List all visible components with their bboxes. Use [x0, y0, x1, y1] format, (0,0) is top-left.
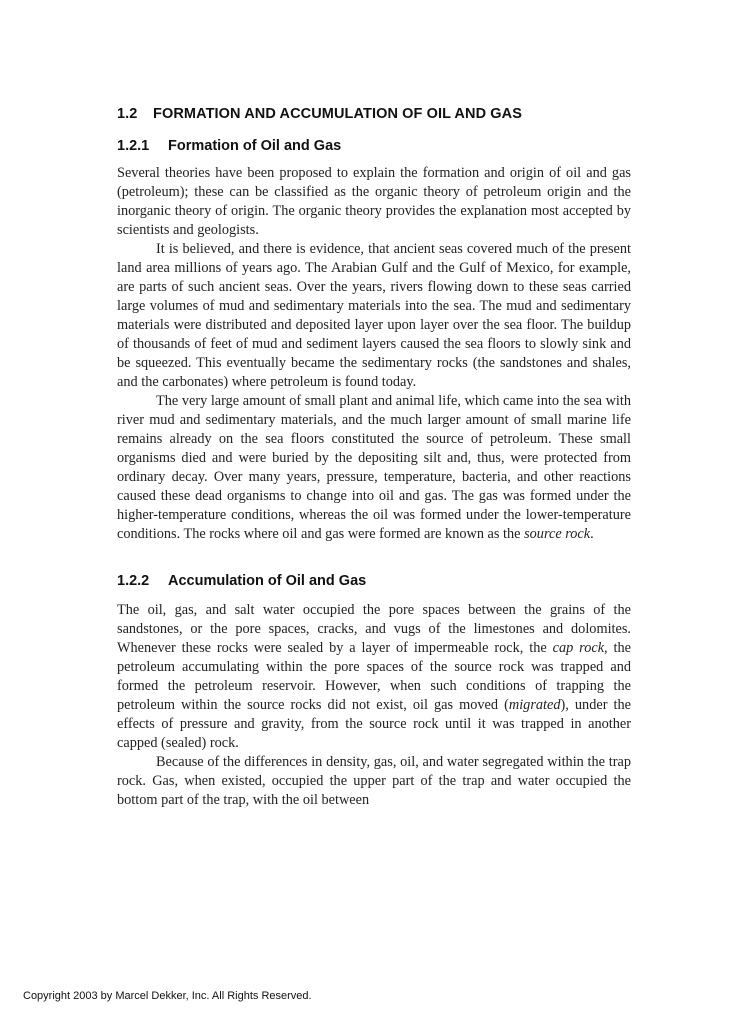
subsection-number: 1.2.2 [117, 573, 150, 589]
accumulation-body [117, 601, 631, 810]
paragraph-text: , the petroleum accumulating within the pore spaces of the source rock was trapped and formed the petroleum reservoir. However, when such conditions of trapping the petroleum within the source rocks did not exist, oil gas moved ( [117, 640, 631, 713]
section-number: 1.2 [117, 106, 138, 122]
paragraph: Because of the differences in density, gas, oil, and water segregated within the trap rock. Gas, when existed, occupied the upper part of the trap and water occupied the bottom part of the trap, with the oil between [117, 754, 631, 808]
emphasized-term: migrated [508, 697, 561, 713]
paragraph [117, 392, 631, 544]
paragraph-text: The very large amount of small plant and animal life, which came into the sea with river mud and sedimentary materials, and the much larger amount of small marine life remains already on the sea floors constituted the source of petroleum. These small organisms died and were buried by the depositing silt and, thus, were protected from ordinary decay. Over many years, pressure, temperature, bacteria, and other reactions caused these dead organisms to change into oil and gas. The gas was formed under the higher-temperature conditions, whereas the oil was formed under the lower-temperature conditions. The rocks where oil and gas were formed are known as the [117, 393, 631, 542]
formation-body [117, 164, 631, 544]
paragraph-text: ), under the effects of pressure and gravity, from the source rock until it was trapped in another capped (sealed) rock. [117, 697, 631, 751]
subsection-number: 1.2.1 [117, 138, 150, 154]
paragraph-text: . [590, 526, 594, 542]
subsection-title: Formation of Oil and Gas [168, 138, 342, 154]
paragraph-text: The oil, gas, and salt water occupied the pore spaces between the grains of the sandstones, or the pore spaces, cracks, and vugs of the limestones and dolomites. Whenever these rocks were sealed by a layer of impermeable rock, the [117, 602, 631, 656]
subsection-title: Accumulation of Oil and Gas [168, 573, 367, 589]
subsection-heading-accumulation [117, 571, 631, 591]
paragraph [117, 601, 631, 753]
copyright-footer: Copyright 2003 by Marcel Dekker, Inc. All Rights Reserved. [23, 990, 312, 1002]
paragraph: It is believed, and there is evidence, that ancient seas covered much of the present land area millions of years ago. The Arabian Gulf and the Gulf of Mexico, for example, are parts of such ancient seas. Over the years, rivers flowing down to these seas carried large volumes of mud and sedimentary materials into the sea. The mud and sedimentary materials were distributed and deposited layer upon layer over the sea floor. The buildup of thousands of feet of mud and sediment layers caused the sea floors to slowly sink and be squeezed. This eventually became the sedimentary rocks (the sandstones and shales, and the carbonates) where petroleum is found today. [117, 241, 631, 390]
paragraph: Several theories have been proposed to explain the formation and origin of oil and gas (petroleum); these can be classified as the organic theory of petroleum origin and the inorganic theory of origin. The organic theory provides the explanation most accepted by scientists and geologists. [117, 165, 631, 238]
page-content [117, 104, 631, 810]
emphasized-term: source rock [524, 526, 591, 542]
section-title: FORMATION AND ACCUMULATION OF OIL AND GAS [153, 106, 522, 122]
emphasized-term: cap rock [552, 640, 605, 656]
section-heading [117, 104, 631, 124]
subsection-heading-formation [117, 136, 631, 156]
